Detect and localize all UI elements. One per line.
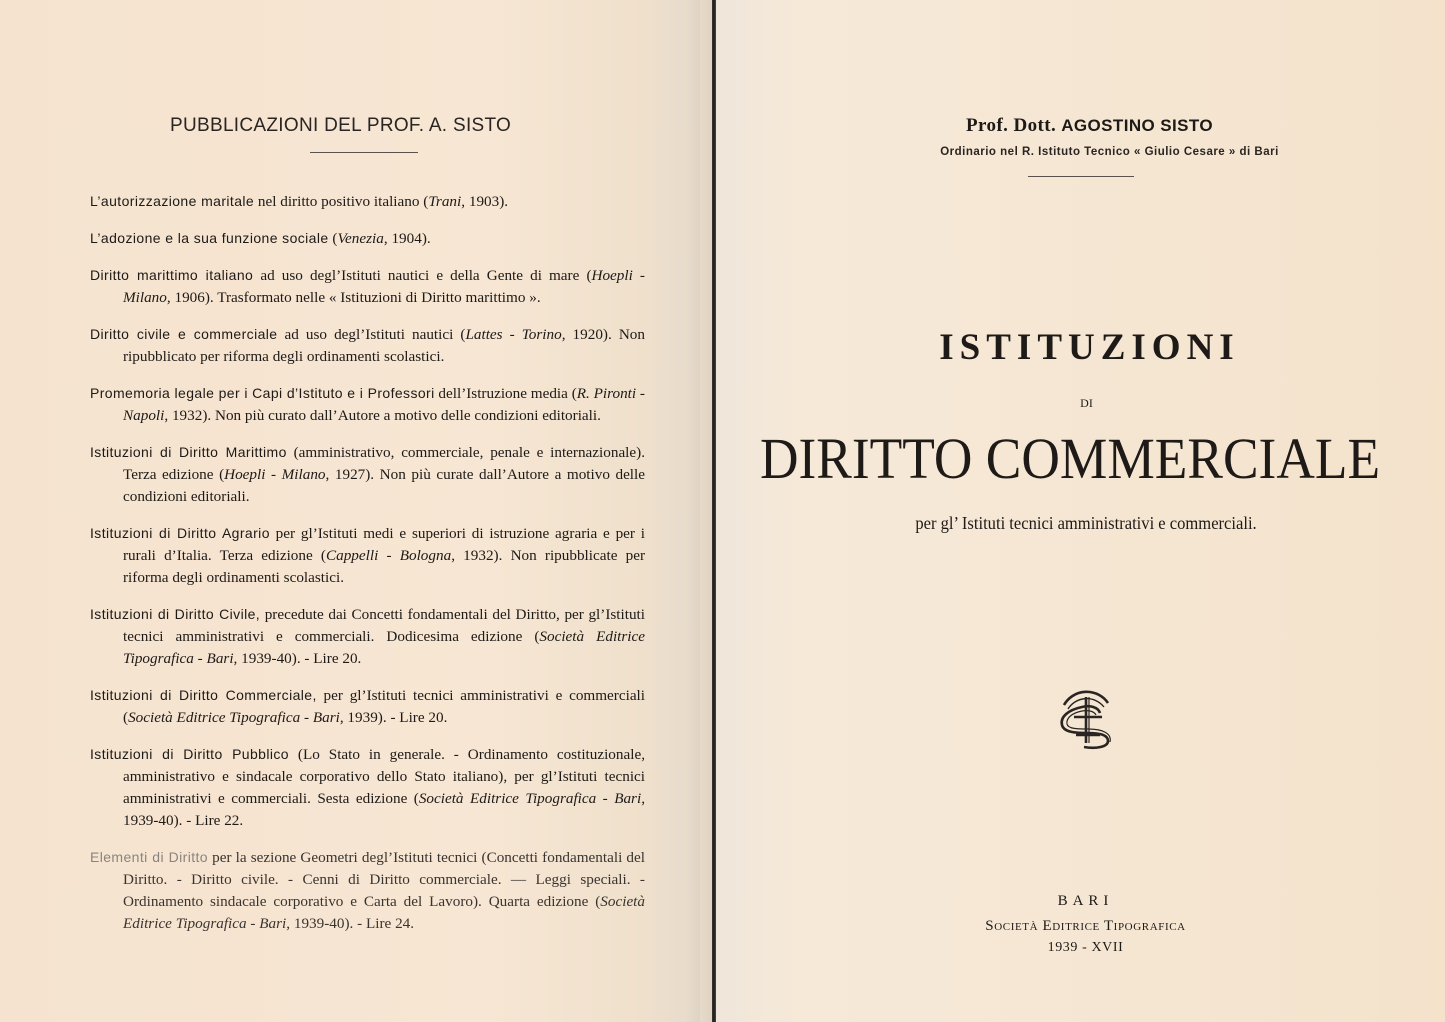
publication-entry: Diritto civile e commerciale ad uso degl’Istituti nautici (Lattes - Torino, 1920). Non ripubblicato per riforma degli ordinamenti scolastici. xyxy=(90,326,645,365)
publication-entry: Istituzioni di Diritto Agrario per gl’Istituti medi e superiori di istruzione agraria e per i rurali d’Italia. Terza edizione (Cappelli - Bologna, 1932). Non ripubblicate per riforma degli ordinamenti scolastici. xyxy=(90,525,646,586)
publication-entry: Elementi di Diritto per la sezione Geometri degl’Istituti tecnici (Concetti fondamentali del Diritto. - Diritto civile. - Cenni di Diritto commerciale. — Leggi speciali. - Ordinamento sindacale corporativo e Carta del Lavoro). Quarta edizione (Società Editrice Tipografica - Bari, 1939-40). - Lire 24. xyxy=(90,849,645,932)
imprint-year: 1939 - XVII xyxy=(1047,940,1124,955)
book-subtitle: per gl’ Istituti tecnici amministrativi e commerciali. xyxy=(915,513,1257,533)
left-page xyxy=(0,0,700,1022)
book-title-line-2: DIRITTO COMMERCIALE xyxy=(760,426,1381,491)
publication-entry: Istituzioni di Diritto Marittimo (amministrativo, commerciale, penale e internazionale). Terza edizione (Hoepli - Milano, 1927). Non più curate dall’Autore a motivo delle condizioni editoriali. xyxy=(90,444,645,505)
author-affiliation: Ordinario nel R. Istituto Tecnico « Giulio Cesare » di Bari xyxy=(940,146,1279,158)
publications-list xyxy=(90,190,645,949)
imprint-city: BARI xyxy=(1057,893,1114,909)
book-title-di: DI xyxy=(1080,396,1093,410)
publication-entry: L’adozione e la sua funzione sociale (Venezia, 1904). xyxy=(90,230,431,247)
publication-entry: Istituzioni di Diritto Commerciale, per gl’Istituti tecnici amministrativi e commerciali (Società Editrice Tipografica - Bari, 1939). - Lire 20. xyxy=(90,687,646,726)
heading-rule xyxy=(310,152,418,153)
set-monogram-icon xyxy=(1050,683,1120,753)
author-rule xyxy=(1028,176,1134,177)
book-title-line-1: ISTITUZIONI xyxy=(939,327,1240,368)
publications-heading: PUBBLICAZIONI DEL PROF. A. SISTO xyxy=(170,115,512,136)
author-line: Prof. Dott. AGOSTINO SISTO xyxy=(966,115,1213,136)
publication-entry: L’autorizzazione maritale nel diritto positivo italiano (Trani, 1903). xyxy=(90,193,509,210)
gutter-shadow xyxy=(686,0,712,1022)
publication-entry: Promemoria legale per i Capi d’Istituto e i Professori dell’Istruzione media (R. Pironti - Napoli, 1932). Non più curato dall’Autore a motivo delle condizioni editoriali. xyxy=(90,385,645,424)
publication-entry: Istituzioni di Diritto Civile, precedute dai Concetti fondamentali del Diritto, per gl’Istituti tecnici amministrativi e commerciali. Dodicesima edizione (Società Editrice Tipografica - Bari, 1939-40). - Lire 20. xyxy=(90,606,645,667)
publication-entry: Diritto marittimo italiano ad uso degl’Istituti nautici e della Gente di mare (Hoepli - Milano, 1906). Trasformato nelle « Istituzioni di Diritto marittimo ». xyxy=(90,267,645,306)
imprint-publisher: Società Editrice Tipografica xyxy=(985,918,1186,934)
title-page xyxy=(716,0,1445,1022)
publication-entry: Istituzioni di Diritto Pubblico (Lo Stato in generale. - Ordinamento costituzionale, amministrativo e sindacale corporativo dello Stato italiano), per gl’Istituti tecnici amministrativi e commerciali. Sesta edizione (Società Editrice Tipografica - Bari, 1939-40). - Lire 22. xyxy=(90,746,645,829)
